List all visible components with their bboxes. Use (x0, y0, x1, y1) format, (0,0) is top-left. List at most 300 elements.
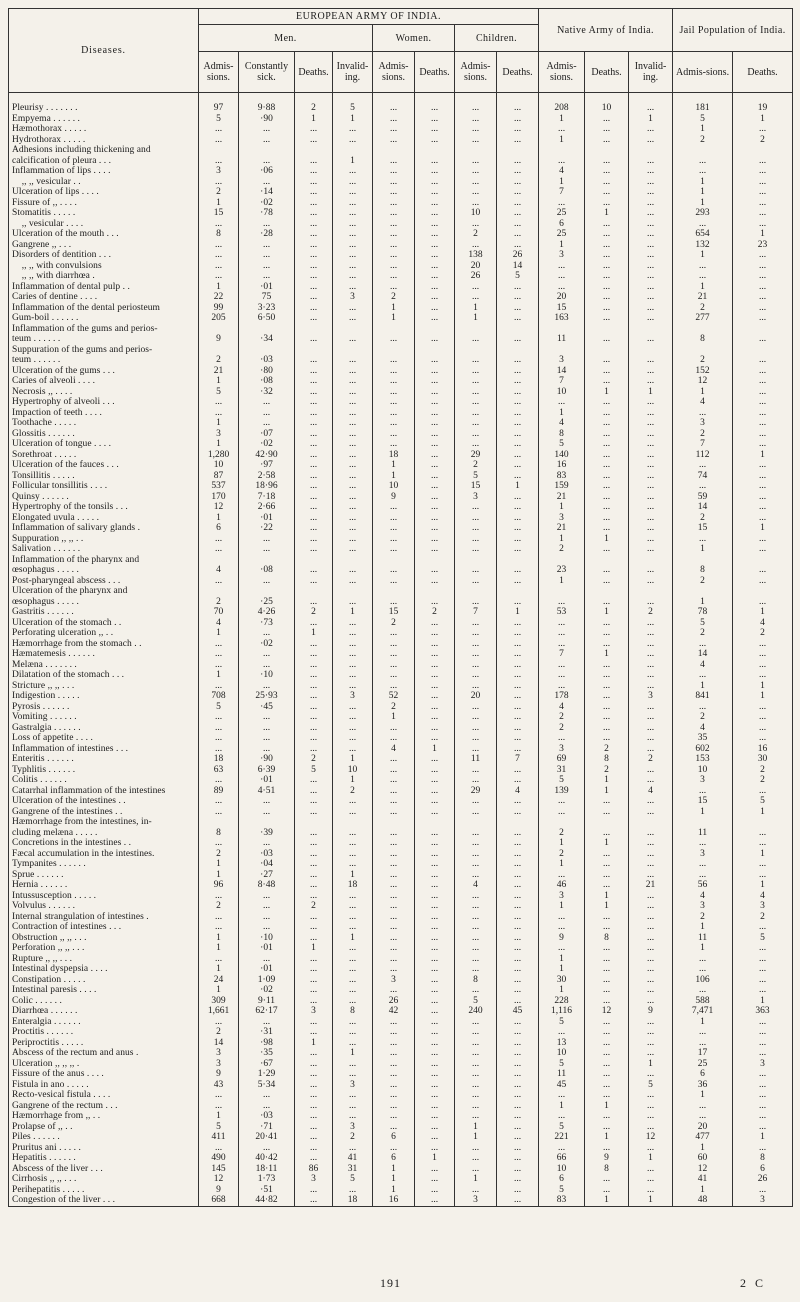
table-cell: ... (629, 418, 673, 429)
table-cell: ... (497, 691, 539, 702)
table-cell (455, 555, 497, 566)
table-row (9, 975, 793, 986)
table-cell (733, 817, 793, 828)
table-cell: ... (199, 1143, 239, 1154)
table-cell: ... (373, 901, 415, 912)
disease-name: Volvulus . . . . . . (9, 901, 199, 912)
table-cell: ... (585, 681, 629, 692)
table-cell: ... (629, 250, 673, 261)
table-cell: ... (415, 450, 455, 461)
table-row (9, 460, 793, 471)
table-row (9, 282, 793, 293)
table-cell: ... (673, 219, 733, 230)
table-cell: 1,116 (539, 1006, 585, 1017)
table-cell: ... (199, 1101, 239, 1112)
table-cell: ... (629, 429, 673, 440)
table-cell: 602 (673, 744, 733, 755)
table-cell: ... (373, 250, 415, 261)
table-cell: ... (497, 103, 539, 114)
disease-name: Ulceration ,, ,, ,, . (9, 1059, 199, 1070)
disease-name: Toothache . . . . . (9, 418, 199, 429)
table-cell: 3 (733, 901, 793, 912)
table-cell: ... (333, 859, 373, 870)
table-row (9, 565, 793, 576)
table-cell: 12 (673, 376, 733, 387)
table-cell: ... (239, 912, 295, 923)
disease-name: Tympanites . . . . . . (9, 859, 199, 870)
table-cell: ... (585, 282, 629, 293)
table-cell: 31 (539, 765, 585, 776)
table-cell: 4 (673, 660, 733, 671)
table-cell: ... (295, 775, 333, 786)
table-cell: ... (373, 208, 415, 219)
table-cell: ... (497, 1111, 539, 1122)
table-cell: ... (295, 513, 333, 524)
table-cell: 363 (733, 1006, 793, 1017)
table-cell: ... (333, 450, 373, 461)
table-cell: ... (333, 124, 373, 135)
disease-name: Vomiting . . . . . . (9, 712, 199, 723)
table-row (9, 838, 793, 849)
table-cell: ... (497, 702, 539, 713)
table-cell: ... (415, 513, 455, 524)
table-cell: ... (295, 859, 333, 870)
table-cell: 205 (199, 313, 239, 324)
table-cell: ... (295, 219, 333, 230)
table-cell: 2 (539, 828, 585, 839)
table-cell: 42·90 (239, 450, 295, 461)
disease-name: Gastritis . . . . . . (9, 607, 199, 618)
table-cell: ... (455, 1038, 497, 1049)
table-cell: 841 (673, 691, 733, 702)
table-cell: 4·26 (239, 607, 295, 618)
table-cell: ... (199, 649, 239, 660)
table-cell: ... (199, 124, 239, 135)
table-cell: 18 (373, 450, 415, 461)
table-cell: ... (629, 303, 673, 314)
table-cell: ... (373, 681, 415, 692)
table-cell: ... (497, 1048, 539, 1059)
table-cell: 3 (199, 429, 239, 440)
table-cell: ... (629, 660, 673, 671)
table-cell: 8 (733, 1153, 793, 1164)
table-cell: 1 (673, 1090, 733, 1101)
table-cell: ... (239, 534, 295, 545)
table-cell: ... (585, 922, 629, 933)
disease-name: Inflammation of the pharynx and (9, 555, 199, 566)
table-cell: 1 (333, 933, 373, 944)
table-cell: ... (295, 271, 333, 282)
table-cell: 5 (455, 471, 497, 482)
table-cell: ... (373, 1048, 415, 1059)
table-cell: ... (295, 240, 333, 251)
table-cell: ... (199, 912, 239, 923)
table-cell: ... (239, 838, 295, 849)
disease-name: Ulceration of the gums . . . (9, 366, 199, 377)
table-cell: 8 (455, 975, 497, 986)
table-cell: ... (455, 534, 497, 545)
table-cell: 29 (455, 450, 497, 461)
table-cell: ... (455, 418, 497, 429)
table-cell: ... (415, 754, 455, 765)
table-cell (455, 817, 497, 828)
table-cell: ... (455, 744, 497, 755)
table-cell: 5·34 (239, 1080, 295, 1091)
table-cell: ... (295, 733, 333, 744)
table-cell: 1 (585, 534, 629, 545)
table-cell: ... (333, 649, 373, 660)
table-cell: ... (415, 828, 455, 839)
table-cell: ... (733, 261, 793, 272)
table-row (9, 1006, 793, 1017)
table-cell: ... (629, 618, 673, 629)
disease-name: Hæmorrhage from ,, . . (9, 1111, 199, 1122)
table-row (9, 366, 793, 377)
table-cell: ... (673, 534, 733, 545)
table-cell: 1 (585, 1195, 629, 1206)
table-cell: ... (629, 933, 673, 944)
table-cell (497, 145, 539, 156)
table-cell: ... (733, 408, 793, 419)
table-row (9, 891, 793, 902)
table-cell: 74 (673, 471, 733, 482)
table-cell (539, 817, 585, 828)
table-cell: 1 (673, 124, 733, 135)
table-cell: 5 (295, 765, 333, 776)
table-cell: ... (295, 471, 333, 482)
table-cell: ... (455, 775, 497, 786)
table-cell: 9·88 (239, 103, 295, 114)
table-cell: ... (733, 1080, 793, 1091)
table-cell: 1 (539, 240, 585, 251)
page-footer (0, 1276, 800, 1296)
table-cell: 5 (733, 933, 793, 944)
table-row (9, 576, 793, 587)
table-cell: ·02 (239, 639, 295, 650)
table-cell: ... (333, 282, 373, 293)
table-cell: ... (497, 670, 539, 681)
table-cell: ... (585, 135, 629, 146)
table-cell: ... (415, 177, 455, 188)
table-cell: ... (333, 208, 373, 219)
table-cell: 4 (539, 702, 585, 713)
table-cell: ... (415, 387, 455, 398)
table-cell: ... (733, 502, 793, 513)
table-cell: 1 (585, 838, 629, 849)
table-cell: 3 (295, 1174, 333, 1185)
table-cell: 1 (585, 786, 629, 797)
table-cell: ... (455, 1090, 497, 1101)
table-cell: ... (673, 1038, 733, 1049)
table-cell: ... (455, 618, 497, 629)
table-cell: ... (333, 891, 373, 902)
table-cell (539, 145, 585, 156)
disease-name: Fissure of the anus . . . . (9, 1069, 199, 1080)
table-cell: ... (629, 943, 673, 954)
table-row (9, 744, 793, 755)
table-cell: 4 (673, 723, 733, 734)
table-cell: ... (239, 1090, 295, 1101)
table-cell: ·02 (239, 985, 295, 996)
table-cell: ... (629, 733, 673, 744)
table-cell (415, 345, 455, 356)
table-cell: 29 (455, 786, 497, 797)
table-row (9, 261, 793, 272)
table-cell: ... (333, 481, 373, 492)
table-cell: ... (373, 660, 415, 671)
table-cell: 2 (673, 513, 733, 524)
table-cell: 2 (673, 135, 733, 146)
table-cell: ·03 (239, 355, 295, 366)
table-cell: ... (333, 1027, 373, 1038)
table-row (9, 954, 793, 965)
table-cell: ... (333, 922, 373, 933)
table-cell: ... (373, 576, 415, 587)
table-cell (539, 586, 585, 597)
table-cell: ... (585, 1080, 629, 1091)
table-cell: 1 (629, 1059, 673, 1070)
table-cell: ... (585, 418, 629, 429)
table-cell: ... (585, 670, 629, 681)
table-cell: 25 (539, 229, 585, 240)
table-cell: 1 (497, 481, 539, 492)
disease-name: Loss of appetite . . . . (9, 733, 199, 744)
table-row (9, 1143, 793, 1154)
table-cell: ... (733, 376, 793, 387)
table-row (9, 523, 793, 534)
table-cell: ... (295, 187, 333, 198)
table-cell: 1 (333, 607, 373, 618)
table-cell: ... (497, 502, 539, 513)
disease-name: Post-pharyngeal abscess . . . (9, 576, 199, 587)
table-cell: ... (455, 1164, 497, 1175)
table-cell: ... (373, 439, 415, 450)
table-cell: ... (733, 166, 793, 177)
table-row (9, 534, 793, 545)
table-cell: 1 (199, 198, 239, 209)
table-cell (199, 324, 239, 335)
table-cell: ... (333, 838, 373, 849)
table-cell: ... (373, 849, 415, 860)
table-cell: 9 (199, 1069, 239, 1080)
table-cell: ... (373, 240, 415, 251)
table-cell: ... (629, 765, 673, 776)
table-row (9, 660, 793, 671)
table-row (9, 691, 793, 702)
table-cell: 20 (673, 1122, 733, 1133)
table-cell: ... (629, 355, 673, 366)
table-cell: ... (455, 1017, 497, 1028)
table-cell: ... (585, 156, 629, 167)
table-row (9, 880, 793, 891)
table-cell: 221 (539, 1132, 585, 1143)
table-cell: ... (629, 135, 673, 146)
table-cell: 36 (673, 1080, 733, 1091)
table-cell: ... (199, 261, 239, 272)
table-cell: ... (455, 985, 497, 996)
table-cell: ... (585, 334, 629, 345)
table-cell: ... (585, 723, 629, 734)
table-cell (629, 145, 673, 156)
disease-name: Rupture ,, ,, . . . (9, 954, 199, 965)
table-row (9, 303, 793, 314)
table-cell: ... (455, 523, 497, 534)
table-cell: ... (585, 187, 629, 198)
table-cell: ... (629, 271, 673, 282)
table-cell: 1 (733, 681, 793, 692)
table-cell: 6 (373, 1132, 415, 1143)
table-cell: ... (585, 124, 629, 135)
table-cell (373, 145, 415, 156)
table-cell: ·10 (239, 670, 295, 681)
disease-name: Quinsy . . . . . . (9, 492, 199, 503)
table-cell: ... (629, 219, 673, 230)
table-cell: ... (455, 922, 497, 933)
table-cell: 5 (455, 996, 497, 1007)
table-cell: ... (295, 670, 333, 681)
table-cell: ... (497, 849, 539, 860)
table-cell: ... (239, 649, 295, 660)
table-cell (585, 145, 629, 156)
table-cell: 1 (199, 859, 239, 870)
disease-name: Inflammation of dental pulp . . (9, 282, 199, 293)
table-cell: ... (733, 1017, 793, 1028)
table-cell: ... (333, 796, 373, 807)
table-cell: 1 (585, 775, 629, 786)
table-cell: ... (629, 502, 673, 513)
table-cell: ... (733, 271, 793, 282)
table-cell: ... (585, 1017, 629, 1028)
table-cell: 1,661 (199, 1006, 239, 1017)
european-army-header: EUROPEAN ARMY OF INDIA. (199, 9, 539, 25)
table-cell: 20 (455, 261, 497, 272)
table-cell: ... (295, 807, 333, 818)
table-cell: 1 (733, 691, 793, 702)
table-cell: ... (585, 303, 629, 314)
table-cell: 1 (333, 870, 373, 881)
table-cell: 25 (539, 208, 585, 219)
table-cell: ... (585, 639, 629, 650)
table-cell: ... (585, 376, 629, 387)
table-cell: ... (497, 1195, 539, 1206)
table-cell: ... (295, 450, 333, 461)
table-cell: ... (333, 166, 373, 177)
table-cell: ... (373, 733, 415, 744)
table-row (9, 733, 793, 744)
table-cell: 2 (673, 355, 733, 366)
table-cell: ... (455, 891, 497, 902)
table-cell: ... (585, 964, 629, 975)
table-cell: 3 (673, 418, 733, 429)
table-cell: 2 (585, 765, 629, 776)
table-cell: ... (629, 744, 673, 755)
table-cell: ... (415, 334, 455, 345)
table-cell: ... (199, 796, 239, 807)
disease-name: Gangrene of the intestines . . (9, 807, 199, 818)
table-cell: ... (733, 124, 793, 135)
table-cell: 1,280 (199, 450, 239, 461)
table-cell: 170 (199, 492, 239, 503)
table-cell: 2 (673, 429, 733, 440)
table-cell: ... (415, 1164, 455, 1175)
disease-name: Ulceration of the mouth . . . (9, 229, 199, 240)
table-cell: ... (497, 565, 539, 576)
table-cell: 25 (673, 1059, 733, 1070)
table-cell: ... (373, 229, 415, 240)
table-cell (733, 345, 793, 356)
table-cell: 43 (199, 1080, 239, 1091)
table-cell: ... (415, 156, 455, 167)
disease-name: Suppuration of the gums and perios- (9, 345, 199, 356)
table-cell: ... (539, 618, 585, 629)
table-cell: ... (497, 418, 539, 429)
table-cell: ... (333, 177, 373, 188)
table-cell: 48 (673, 1195, 733, 1206)
table-row (9, 208, 793, 219)
table-cell: ... (455, 240, 497, 251)
table-cell: ... (415, 135, 455, 146)
table-cell: 1 (199, 376, 239, 387)
table-cell: ... (295, 355, 333, 366)
table-cell: ... (455, 912, 497, 923)
table-cell: 1 (199, 933, 239, 944)
table-cell: ... (455, 681, 497, 692)
table-cell (239, 586, 295, 597)
table-cell (497, 345, 539, 356)
table-cell (629, 586, 673, 597)
table-cell: ... (333, 366, 373, 377)
table-cell: 1 (539, 534, 585, 545)
table-cell: 309 (199, 996, 239, 1007)
table-cell: ... (333, 702, 373, 713)
table-cell (415, 324, 455, 335)
table-cell: ·97 (239, 460, 295, 471)
disease-name: Congestion of the liver . . . (9, 1195, 199, 1206)
table-cell: ... (415, 628, 455, 639)
table-cell: 31 (333, 1164, 373, 1175)
table-cell: ... (333, 597, 373, 608)
table-cell: ... (455, 828, 497, 839)
table-cell: ... (239, 723, 295, 734)
table-cell: ... (415, 198, 455, 209)
table-cell: ... (415, 880, 455, 891)
table-cell: 6 (673, 1069, 733, 1080)
table-cell: ... (629, 103, 673, 114)
table-cell: ... (585, 492, 629, 503)
table-cell: 654 (673, 229, 733, 240)
column-header: Admis-sions. (455, 52, 497, 93)
table-cell: ... (585, 114, 629, 125)
spacer-row (9, 93, 793, 104)
table-cell: ... (373, 177, 415, 188)
table-cell: ... (455, 576, 497, 587)
table-cell: 1 (673, 1017, 733, 1028)
table-cell: ... (497, 1164, 539, 1175)
table-cell: ... (733, 1185, 793, 1196)
table-cell: 25·93 (239, 691, 295, 702)
table-cell: ... (585, 219, 629, 230)
table-row (9, 187, 793, 198)
table-row (9, 607, 793, 618)
table-cell: 2 (733, 765, 793, 776)
table-cell: ... (415, 534, 455, 545)
table-cell: ... (455, 628, 497, 639)
table-row (9, 439, 793, 450)
table-cell: 11 (455, 754, 497, 765)
table-cell: ... (415, 502, 455, 513)
table-cell: 2 (333, 1132, 373, 1143)
table-cell: 490 (199, 1153, 239, 1164)
